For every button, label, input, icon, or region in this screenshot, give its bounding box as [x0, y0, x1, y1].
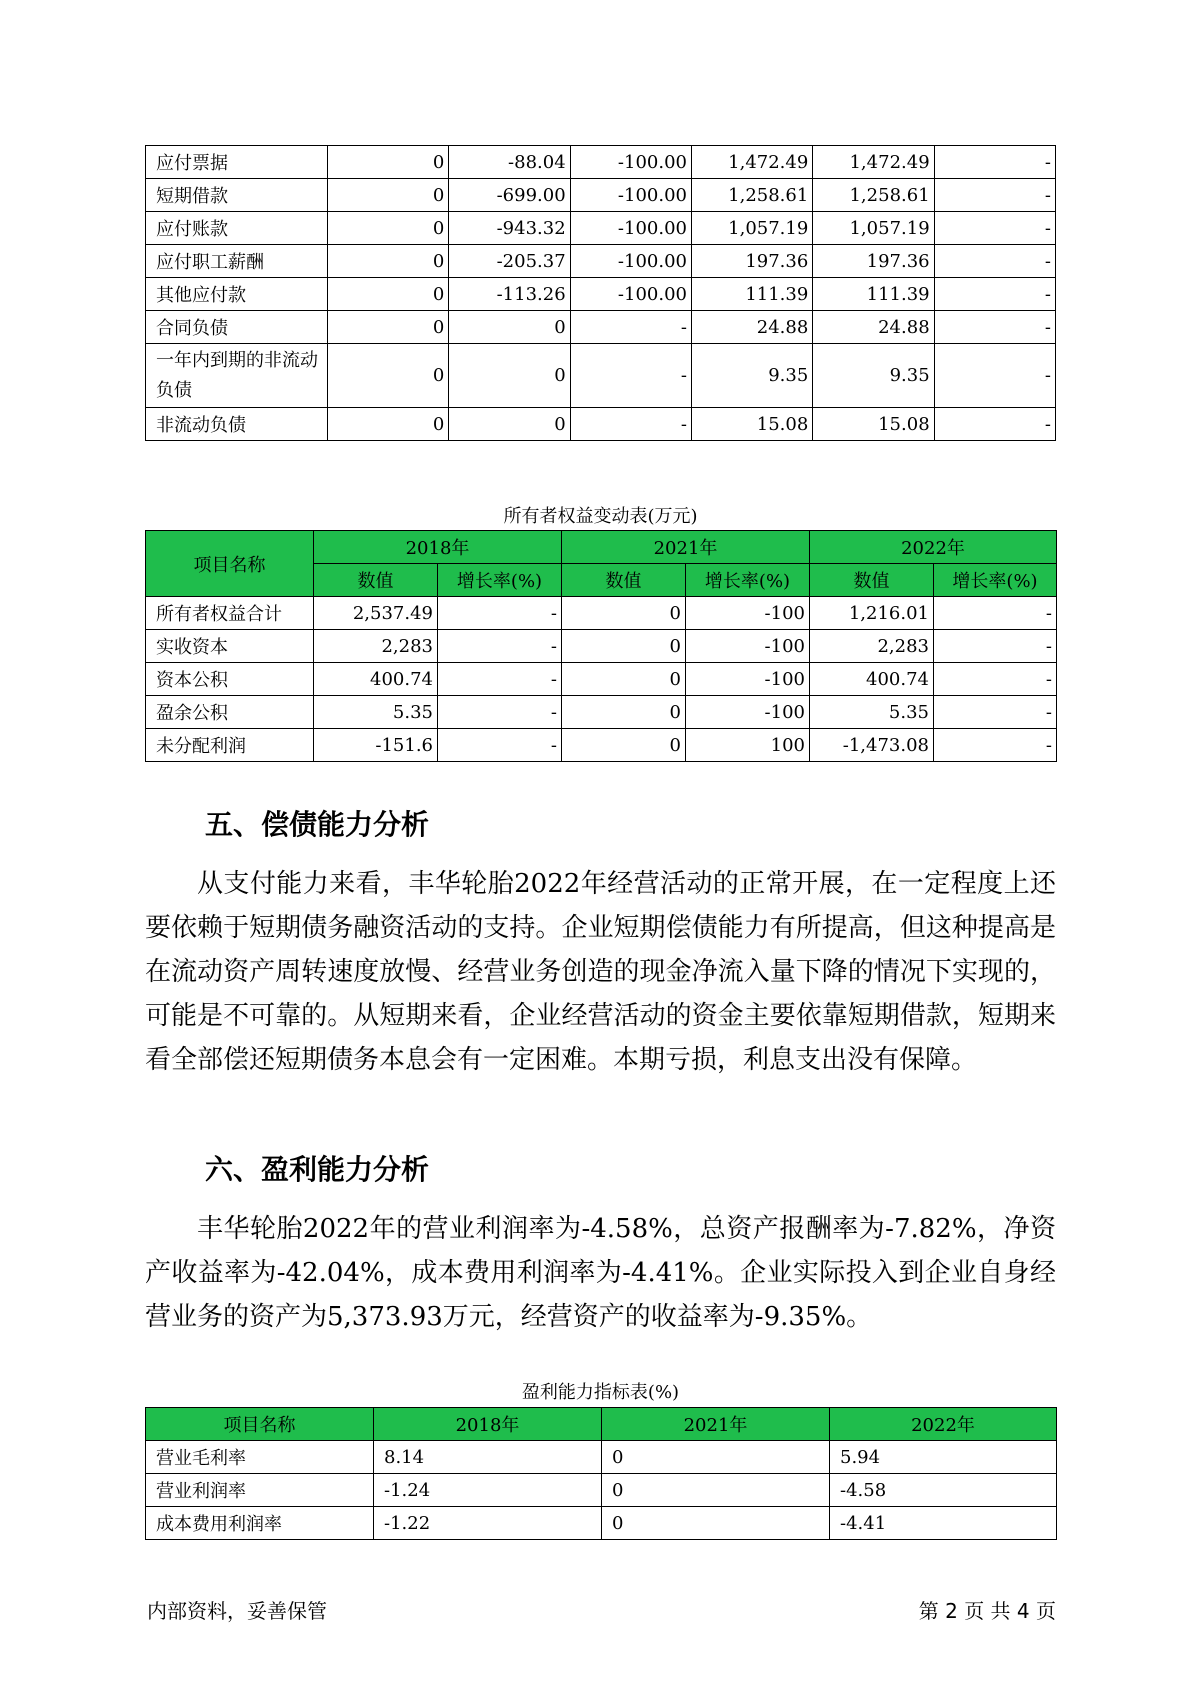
cell: 0 [449, 408, 570, 441]
col-header-year: 2022年 [830, 1408, 1057, 1441]
row-label: 营业利润率 [146, 1474, 374, 1507]
cell: 0 [328, 245, 449, 278]
cell: 0 [602, 1507, 830, 1540]
cell: - [934, 630, 1057, 663]
paragraph-profitability: 丰华轮胎2022年的营业利润率为-4.58%，总资产报酬率为-7.82%，净资产收益率为-42.04%，成本费用利润率为-4.41%。企业实际投入到企业自身经营业务的资产为5,373.93万元，经营资产的收益率为-9.35%。 [145, 1214, 1056, 1332]
cell: 197.36 [691, 245, 812, 278]
cell: - [934, 179, 1055, 212]
footer-confidential-note: 内部资料，妥善保管 [147, 1599, 327, 1623]
col-header-value: 数值 [810, 564, 934, 597]
row-label: 实收资本 [146, 630, 314, 663]
table-row [146, 179, 1056, 212]
row-label: 非流动负债 [146, 408, 328, 441]
cell: -100.00 [570, 146, 691, 179]
table-row [146, 212, 1056, 245]
cell: -1.22 [374, 1507, 602, 1540]
cell: -1.24 [374, 1474, 602, 1507]
cell: -113.26 [449, 278, 570, 311]
row-label: 成本费用利润率 [146, 1507, 374, 1540]
cell: 1,216.01 [810, 597, 934, 630]
liabilities-table [145, 145, 1056, 441]
cell: - [934, 212, 1055, 245]
equity-table [145, 530, 1057, 762]
cell: 24.88 [691, 311, 812, 344]
cell: - [934, 663, 1057, 696]
table-header-row [146, 531, 1057, 564]
cell: 0 [328, 311, 449, 344]
cell: 400.74 [314, 663, 438, 696]
cell: 5.35 [810, 696, 934, 729]
table-row [146, 311, 1056, 344]
table-row [146, 344, 1056, 408]
cell: 1,057.19 [813, 212, 934, 245]
cell: -100 [686, 630, 810, 663]
cell: 8.14 [374, 1441, 602, 1474]
paragraph-solvency: 从支付能力来看，丰华轮胎2022年经营活动的正常开展，在一定程度上还要依赖于短期债务融资活动的支持。企业短期偿债能力有所提高，但这种提高是在流动资产周转速度放慢、经营业务创造的现金净流入量下降的情况下实现的，可能是不可靠的。从短期来看，企业经营活动的资金主要依靠短期借款，短期来看全部偿还短期债务本息会有一定困难。本期亏损，利息支出没有保障。 [145, 869, 1056, 1075]
cell: - [438, 729, 562, 762]
col-header-growth: 增长率(%) [686, 564, 810, 597]
cell: 2,537.49 [314, 597, 438, 630]
table-row [146, 630, 1057, 663]
cell: - [570, 344, 691, 408]
cell: -4.58 [830, 1474, 1057, 1507]
cell: 2,283 [314, 630, 438, 663]
cell: - [438, 597, 562, 630]
col-header-year: 2018年 [374, 1408, 602, 1441]
cell: 15.08 [691, 408, 812, 441]
profit-table [145, 1407, 1057, 1540]
table-row [146, 408, 1056, 441]
cell: 0 [328, 179, 449, 212]
cell: - [934, 311, 1055, 344]
cell: - [570, 311, 691, 344]
col-header-growth: 增长率(%) [438, 564, 562, 597]
cell: -100.00 [570, 278, 691, 311]
table-row [146, 597, 1057, 630]
cell: 0 [562, 663, 686, 696]
row-label: 其他应付款 [146, 278, 328, 311]
cell: 0 [562, 696, 686, 729]
table-header-row [146, 1408, 1057, 1441]
row-label: 应付职工薪酬 [146, 245, 328, 278]
cell: -100.00 [570, 245, 691, 278]
row-label: 合同负债 [146, 311, 328, 344]
col-header-growth: 增长率(%) [934, 564, 1057, 597]
cell: 197.36 [813, 245, 934, 278]
cell: 0 [602, 1474, 830, 1507]
cell: 5.94 [830, 1441, 1057, 1474]
table-row [146, 1441, 1057, 1474]
row-label: 应付票据 [146, 146, 328, 179]
cell: - [934, 344, 1055, 408]
col-header-value: 数值 [562, 564, 686, 597]
cell: 0 [602, 1441, 830, 1474]
col-header-year: 2021年 [602, 1408, 830, 1441]
section-heading-solvency: 五、偿债能力分析 [205, 808, 430, 841]
cell: 24.88 [813, 311, 934, 344]
cell: -100 [686, 696, 810, 729]
cell: -699.00 [449, 179, 570, 212]
cell: - [570, 408, 691, 441]
cell: -88.04 [449, 146, 570, 179]
cell: 1,258.61 [813, 179, 934, 212]
cell: 0 [562, 597, 686, 630]
cell: -100 [686, 663, 810, 696]
cell: 0 [449, 344, 570, 408]
cell: - [934, 729, 1057, 762]
table-row [146, 1507, 1057, 1540]
cell: 0 [328, 344, 449, 408]
cell: - [934, 245, 1055, 278]
cell: - [934, 408, 1055, 441]
cell: -100.00 [570, 212, 691, 245]
cell: - [934, 278, 1055, 311]
cell: - [438, 663, 562, 696]
cell: -100.00 [570, 179, 691, 212]
row-label: 短期借款 [146, 179, 328, 212]
table-row [146, 729, 1057, 762]
cell: 0 [328, 146, 449, 179]
cell: -943.32 [449, 212, 570, 245]
cell: - [934, 146, 1055, 179]
cell: 1,258.61 [691, 179, 812, 212]
cell: 0 [328, 408, 449, 441]
cell: -4.41 [830, 1507, 1057, 1540]
table-row [146, 146, 1056, 179]
row-label: 盈余公积 [146, 696, 314, 729]
cell: -151.6 [314, 729, 438, 762]
cell: 0 [328, 212, 449, 245]
cell: - [934, 696, 1057, 729]
table-row [146, 663, 1057, 696]
col-header-item: 项目名称 [146, 531, 314, 597]
cell: 15.08 [813, 408, 934, 441]
cell: 2,283 [810, 630, 934, 663]
cell: 111.39 [691, 278, 812, 311]
col-header-item: 项目名称 [146, 1408, 374, 1441]
cell: 1,472.49 [813, 146, 934, 179]
row-label: 资本公积 [146, 663, 314, 696]
row-label: 应付账款 [146, 212, 328, 245]
col-header-year: 2022年 [810, 531, 1057, 564]
footer-page-number: 第 2 页 共 4 页 [918, 1599, 1056, 1623]
cell: 0 [562, 729, 686, 762]
col-header-year: 2018年 [314, 531, 562, 564]
cell: 1,057.19 [691, 212, 812, 245]
cell: - [438, 696, 562, 729]
cell: 9.35 [691, 344, 812, 408]
cell: -205.37 [449, 245, 570, 278]
table-row [146, 278, 1056, 311]
cell: 0 [449, 311, 570, 344]
table-row [146, 696, 1057, 729]
profit-table-caption: 盈利能力指标表(%) [521, 1382, 680, 1403]
cell: 9.35 [813, 344, 934, 408]
row-label: 一年内到期的非流动负债 [146, 344, 328, 408]
col-header-value: 数值 [314, 564, 438, 597]
table-row [146, 245, 1056, 278]
col-header-year: 2021年 [562, 531, 810, 564]
cell: - [438, 630, 562, 663]
cell: 5.35 [314, 696, 438, 729]
cell: -100 [686, 597, 810, 630]
cell: 1,472.49 [691, 146, 812, 179]
row-label: 未分配利润 [146, 729, 314, 762]
cell: -1,473.08 [810, 729, 934, 762]
cell: 400.74 [810, 663, 934, 696]
cell: 0 [562, 630, 686, 663]
cell: - [934, 597, 1057, 630]
table-row [146, 1474, 1057, 1507]
cell: 100 [686, 729, 810, 762]
equity-table-caption: 所有者权益变动表(万元) [503, 506, 698, 527]
section-heading-profitability: 六、盈利能力分析 [205, 1153, 430, 1186]
cell: 111.39 [813, 278, 934, 311]
cell: 0 [328, 278, 449, 311]
row-label: 所有者权益合计 [146, 597, 314, 630]
row-label: 营业毛利率 [146, 1441, 374, 1474]
